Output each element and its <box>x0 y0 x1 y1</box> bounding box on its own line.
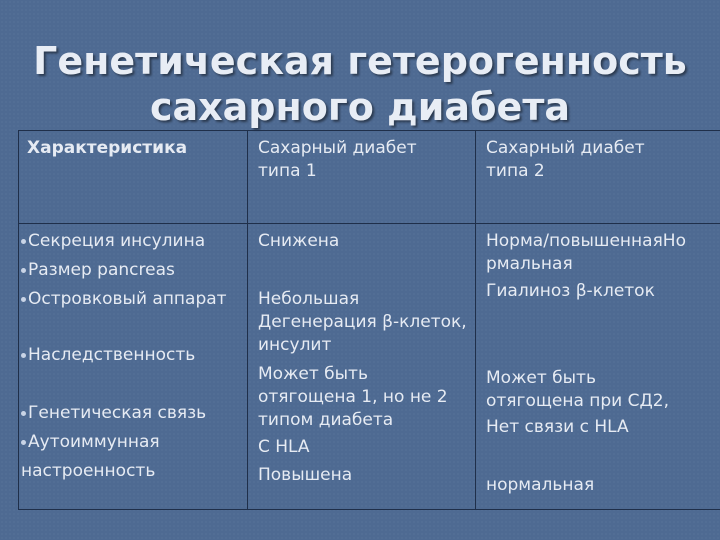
type1-text-line: Дегенерация β-клеток, <box>258 312 467 332</box>
type2-text-line: рмальная <box>486 254 573 274</box>
type2-text-line: Норма/повышеннаяНо <box>486 231 686 251</box>
header-type2: Сахарный диабет типа 2 <box>486 138 645 181</box>
type1-text-line: отягощена 1, но не 2 <box>258 387 448 407</box>
type1-text-line: Может быть <box>258 364 368 384</box>
type2-text-line: нормальная <box>486 475 595 495</box>
header-cell-type2 <box>475 131 720 223</box>
type2-text-line: Нет связи с HLA <box>486 417 629 437</box>
type1-text-line: С HLA <box>258 437 310 457</box>
header-cell-type1 <box>247 131 476 223</box>
list-item: Аутоиммунная <box>21 431 160 454</box>
body-cell-characteristics <box>19 224 247 509</box>
list-item: Генетическая связь <box>21 402 206 425</box>
header-characteristic: Характеристика <box>27 138 188 158</box>
title-line-1: Генетическая гетерогенность <box>33 39 687 83</box>
type1-text-line: инсулит <box>258 335 332 355</box>
bullet-icon <box>21 297 26 302</box>
body-cell-type2 <box>475 224 720 509</box>
table-header-row <box>19 131 720 224</box>
type1-text-line: Повышена <box>258 465 353 485</box>
type1-text-line: Небольшая <box>258 289 360 309</box>
type2-text-line: Может быть <box>486 368 596 388</box>
type1-text-line: Снижена <box>258 231 340 251</box>
bullet-icon <box>21 268 26 273</box>
bullet-icon <box>21 353 26 358</box>
type1-text-line: типом диабета <box>258 410 394 430</box>
list-item: Островковый аппарат <box>21 288 227 311</box>
title-line-2: сахарного диабета <box>149 85 570 129</box>
header-cell-characteristic <box>19 131 247 223</box>
bullet-icon <box>21 440 26 445</box>
list-item: Размер pancreas <box>21 259 175 282</box>
body-cell-type1 <box>247 224 476 509</box>
list-item: Наследственность <box>21 344 195 367</box>
list-item-continuation: настроенность <box>21 461 156 481</box>
bullet-icon <box>21 411 26 416</box>
slide-title <box>0 38 720 130</box>
comparison-table <box>18 130 720 510</box>
header-type1: Сахарный диабет типа 1 <box>258 138 417 181</box>
type2-text-line: отягощена при СД2, <box>486 391 669 411</box>
type2-text-line: Гиалиноз β-клеток <box>486 281 655 301</box>
bullet-icon <box>21 239 26 244</box>
list-item: Секреция инсулина <box>21 230 205 253</box>
